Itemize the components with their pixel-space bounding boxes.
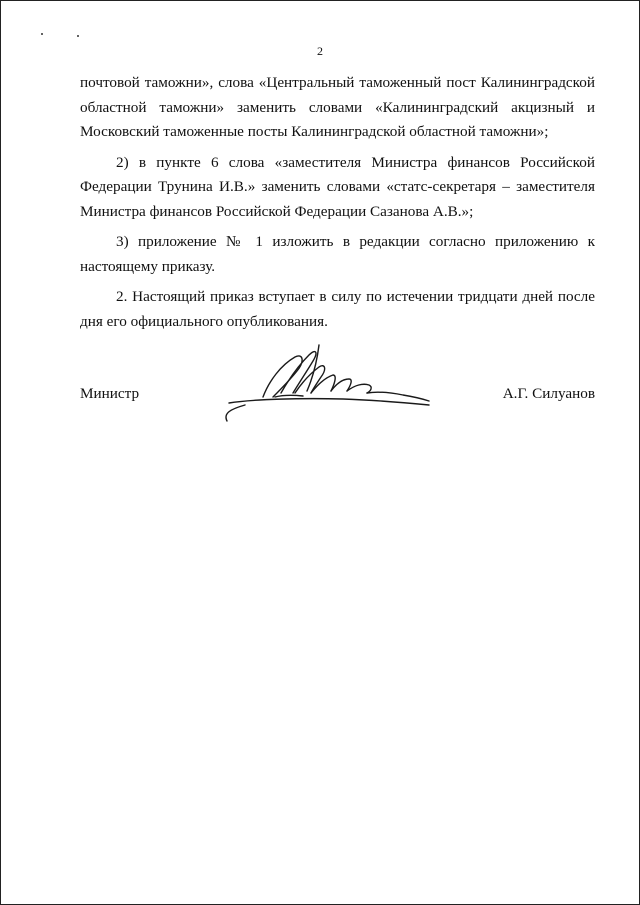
handwritten-signature — [223, 341, 433, 425]
paragraph-effective-date: 2. Настоящий приказ вступает в силу по истечении тридцати дней после дня его официального опубликования. — [80, 288, 595, 330]
paragraph-item-2: 2) в пункте 6 слова «заместителя Министра финансов Российской Федерации Трунина И.В.» заменить словами «статс-секретаря – заместителя Министра финансов Российской Федерации Сазанова А.В.»; — [80, 153, 595, 220]
signer-title: Министр — [80, 385, 140, 402]
paragraph-continuation: почтовой таможни», слова «Центральный таможенный пост Калининградской областной таможни» заменить словами «Калининградский акцизный и Московский таможенные посты Калининградской областной таможни»; — [80, 74, 595, 140]
signer-name: А.Г. Силуанов — [502, 385, 595, 402]
paragraph-item-3: 3) приложение № 1 изложить в редакции согласно приложению к настоящему приказу. — [80, 233, 595, 275]
signature-block — [80, 385, 595, 405]
page-number: 2 — [317, 44, 323, 58]
document-body — [80, 71, 595, 340]
